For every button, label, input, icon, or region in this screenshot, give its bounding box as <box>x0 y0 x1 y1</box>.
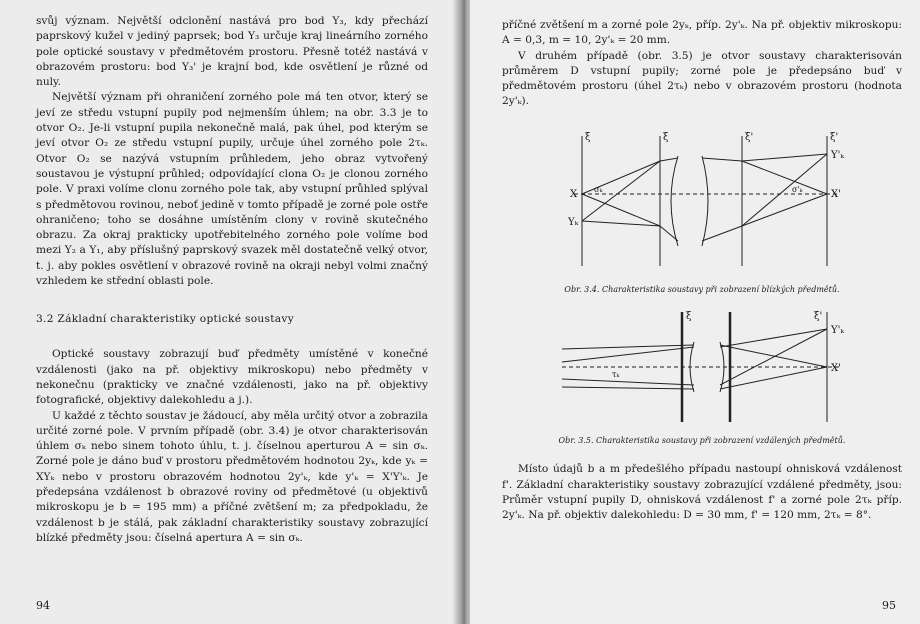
label-xi: ξ <box>585 131 591 143</box>
right-paragraph-2: V druhém případě (obr. 3.5) je otvor soustavy charakterisován průměrem D vstupní pupily; zorné pole je předepsáno buď v předmětovém prostoru (úhel 2τₖ) nebo v obrazovém prostoru (hodnota 2y'ₖ). <box>502 49 902 108</box>
right-paragraph-1: příčné zvětšení m a zorné pole 2yₖ, příp. 2y'ₖ. Na př. objektiv mikroskopu: A = 0,3, m = 10, 2y'ₖ = 20 mm. <box>502 19 902 47</box>
figure-3-5 <box>552 307 852 448</box>
label-X-prime: X' <box>831 188 841 200</box>
section-heading: 3.2 Základní charakteristiky optické soustavy <box>36 313 294 326</box>
label-xi-prime: ξ' <box>814 311 823 323</box>
label-Yk: Yₖ <box>568 216 579 228</box>
label-X: X <box>570 188 578 200</box>
ray-7 <box>742 154 827 161</box>
label-xi-3: ξ' <box>745 131 754 143</box>
label-xi-2: ξ <box>663 131 669 143</box>
lens-right-surface <box>702 156 708 246</box>
left-page <box>0 0 458 624</box>
figure-3-4-diagram <box>552 126 852 276</box>
figure-3-4 <box>552 126 852 297</box>
ray-3 <box>562 347 694 362</box>
right-paragraph-3: Místo údajů b a m předešlého případu nastoupí ohnisková vzdálenost f'. Základní charakteristiky soustavy zobrazující vzdálené předměty, jsou: Průměr vstupní pupily D, ohnisková vzdálenost f' a zorné pole 2τₖ příp. 2y'ₖ. Na př. objektiv dalekohledu: D = 30 mm, f' = 120 mm, 2τₖ = 8°. <box>502 463 902 522</box>
ray-6 <box>720 367 827 389</box>
ray-4 <box>582 221 660 226</box>
ray-2 <box>582 194 660 226</box>
ray-8 <box>720 329 827 385</box>
label-xi-4: ξ' <box>830 131 839 143</box>
figure-3-4-caption: Obr. 3.4. Charakteristika soustavy při zobrazení blízkých předmětů. <box>564 284 840 294</box>
ray-2 <box>562 387 694 389</box>
figure-3-5-diagram <box>552 307 852 427</box>
right-page <box>470 0 920 624</box>
page-number-left: 94 <box>36 599 50 612</box>
ray-4 <box>562 379 694 385</box>
label-tau: τₖ <box>612 370 620 380</box>
ray-5 <box>720 345 827 367</box>
ray-6 <box>742 194 827 226</box>
left-paragraph-3: Optické soustavy zobrazují buď předměty umístěné v konečné vzdálenosti (jako na př. objektivy mikroskopu) nebo předměty v nekonečnu (prakticky ve značné vzdálenosti, jako na př. objektivy fotografické, objektivy dalekohledu a j.). <box>36 348 428 407</box>
ray-7 <box>720 329 827 347</box>
figure-3-5-caption: Obr. 3.5. Charakteristika soustavy při zobrazení vzdálených předmětů. <box>558 436 846 446</box>
label-sigma: σₖ <box>594 184 603 194</box>
ray-1 <box>562 345 694 349</box>
ray-8 <box>742 154 827 226</box>
left-paragraph-2: Největší význam při ohraničení zorného pole má ten otvor, který se jeví ze středu vstupní pupily pod nejmenším úhlem; na obr. 3.3 je to otvor O₂. Je-li vstupní pupila nekonečně malá, pak úhel, pod kterým se jeví otvor O₂ ze středu vstupní pupily, určuje úhel zorného pole 2τₖ. Otvor O₂ se nazývá vstupním průhledem, jeho obraz vytvořený soustavou je výstupní průhled; odpovídající clona O₂ je clonou zorného pole. V praxi volíme clonu zorného pole tak, aby vstupní průhled splýval s předmětovou rovinou, neboť jedině v tomto případě je zorné pole ostře ohraničeno; toho se dosáhne umístěním clony v rovině skutečného obrazu. Za okraj prakticky upotřebitelného zorného pole volíme bod mezi Y₂ a Y₁, aby příslušný paprskový svazek měl dostatečně velký otvor, t. j. aby pokles osvětlení v obrazové rovině na okraji nebyl volmi značný vzhledem ke střední oblasti pole. <box>36 91 428 288</box>
label-sigma-prime: σ'ₖ <box>792 184 803 194</box>
label-Yk-prime: Y'ₖ <box>831 325 844 337</box>
lens-left-surface <box>671 156 678 246</box>
ray-5 <box>742 161 827 194</box>
label-xi: ξ <box>686 311 692 323</box>
label-Yk-prime: Y'ₖ <box>831 149 844 161</box>
left-paragraph-1: svůj význam. Největší odclonění nastává pro bod Y₃, kdy přechází paprskový kužel v jediný paprsek; bod Y₃ určuje kraj lineárního zorného pole optické soustavy v předmětovém prostoru. Přesně totéž nastává v obrazovém prostoru: bod Y₃' je krajní bod, kde osvětlení je různé od nuly. <box>36 15 428 89</box>
label-X-prime: X' <box>831 363 841 375</box>
page-number-right: 95 <box>882 599 896 612</box>
left-paragraph-4: U každé z těchto soustav je žádoucí, aby měla určitý otvor a zobrazila určité zorné pole. V prvním případě (obr. 3.4) je otvor charakterisován úhlem σₖ nebo sinem tohoto úhlu, t. j. číselnou aperturou A = sin σₖ. Zorné pole je dáno buď v prostoru předmětovém hodnotou 2yₖ, kde yₖ = XYₖ nebo v prostoru obrazovém hodnotou 2y'ₖ, kde y'ₖ = X'Y'ₖ. Je předepsána vzdálenost b obrazové roviny od předmětové (u objektivů mikroskopu je b = 195 mm) a příčné zvětšení m; za předpokladu, že vzdálenost b je stálá, pak základní charakteristiky soustavy zobrazující blízké předměty jsou: číselná apertura A = sin σₖ. <box>36 409 428 544</box>
